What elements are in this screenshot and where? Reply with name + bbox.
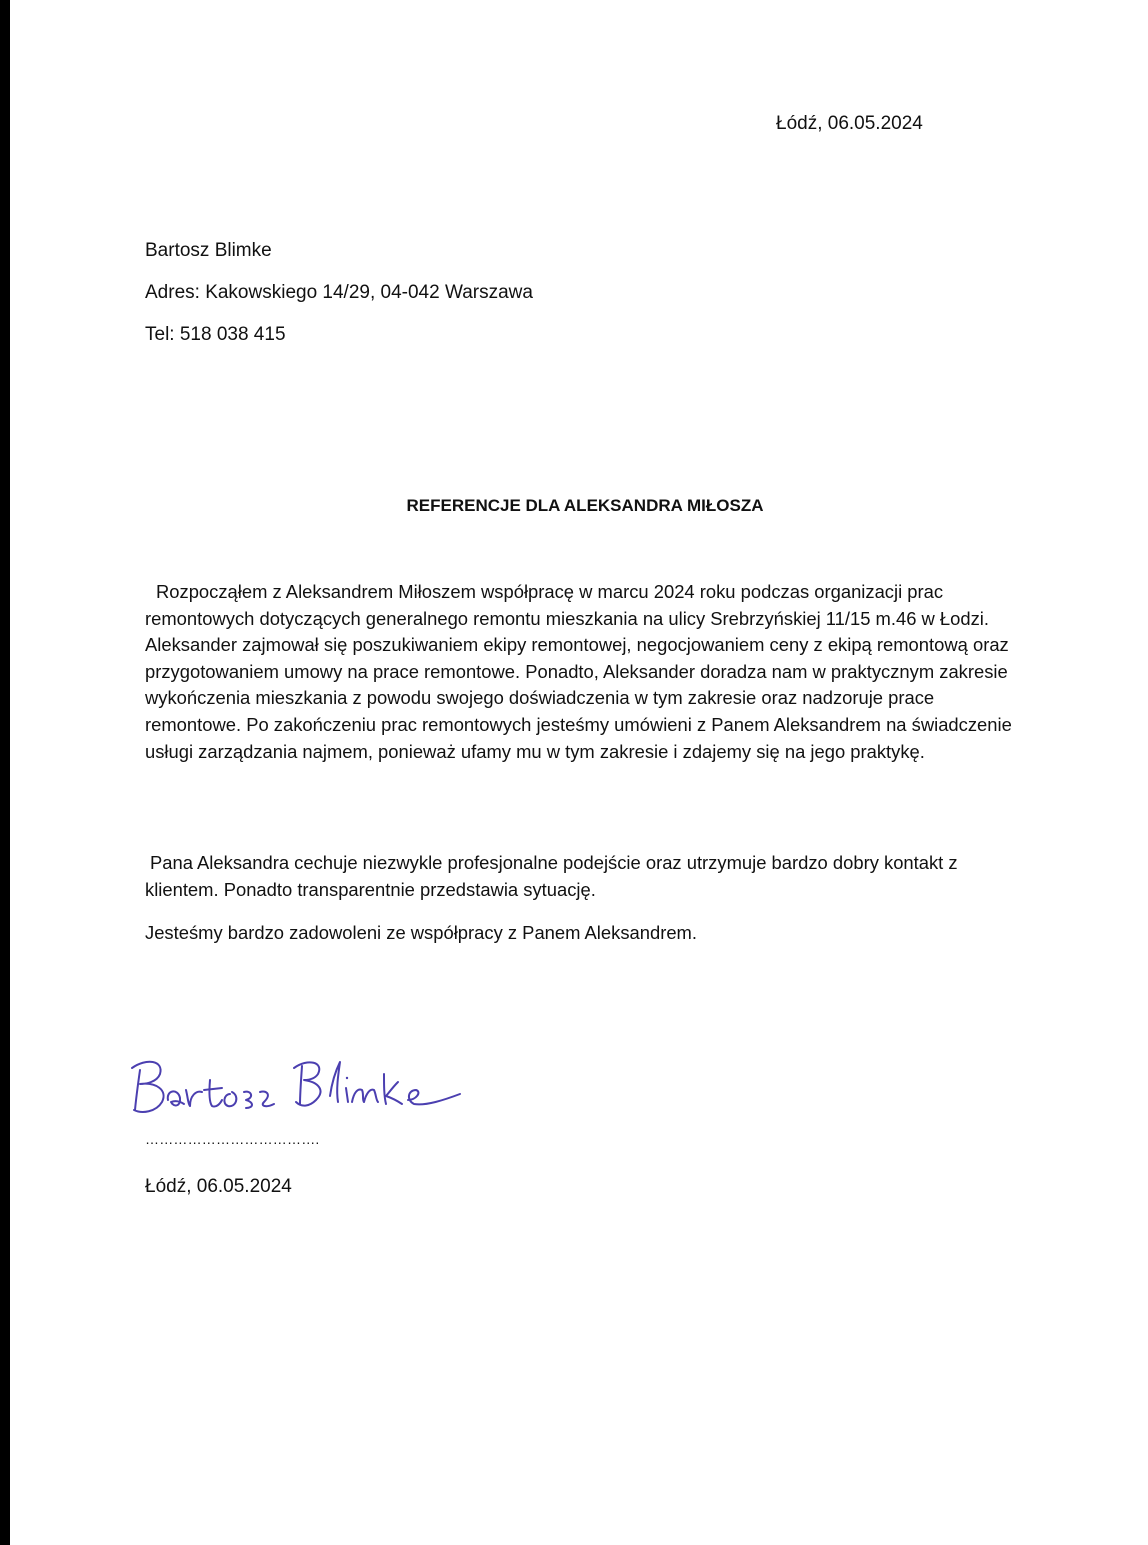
sender-phone: Tel: 518 038 415 — [145, 324, 286, 345]
header-date: Łódź, 06.05.2024 — [776, 113, 923, 134]
letter-page — [10, 0, 1148, 1545]
sender-block — [145, 240, 533, 345]
paragraph-closing: Jesteśmy bardzo zadowoleni ze współpracy z Panem Aleksandrem. — [145, 922, 697, 943]
signature-line: ………………………………. — [145, 1131, 320, 1147]
paragraph-qualities: Pana Aleksandra cechuje niezwykle profesjonalne podejście oraz utrzymuje bardzo dobry kontakt z klientem. Ponadto transparentnie przedstawia sytuację. — [145, 852, 958, 900]
document-title: REFERENCJE DLA ALEKSANDRA MIŁOSZA — [406, 496, 764, 515]
sender-address: Adres: Kakowskiego 14/29, 04-042 Warszawa — [145, 282, 533, 303]
handwritten-signature — [126, 1044, 466, 1122]
signature-date: Łódź, 06.05.2024 — [145, 1176, 292, 1197]
paragraph-intro: Rozpocząłem z Aleksandrem Miłoszem współpracę w marcu 2024 roku podczas organizacji prac remontowych dotyczących generalnego remontu mieszkania na ulicy Srebrzyńskiej 11/15 m.46 w Łodzi. Aleksander zajmował się poszukiwaniem ekipy remontowej, negocjowaniem ceny z ekipą remontową oraz przygotowaniem umowy na prace remontowe. Ponadto, Aleksander doradza nam w praktycznym zakresie wykończenia mieszkania z powodu swojego doświadczenia w tym zakresie oraz nadzoruje prace remontowe. Po zakończeniu prac remontowych jesteśmy umówieni z Panem Aleksandrem na świadczenie usługi zarządzania najmem, ponieważ ufamy mu w tym zakresie i zdajemy się na jego praktykę. — [145, 581, 1012, 762]
page-left-edge — [0, 0, 10, 1545]
sender-name: Bartosz Blimke — [145, 240, 272, 261]
